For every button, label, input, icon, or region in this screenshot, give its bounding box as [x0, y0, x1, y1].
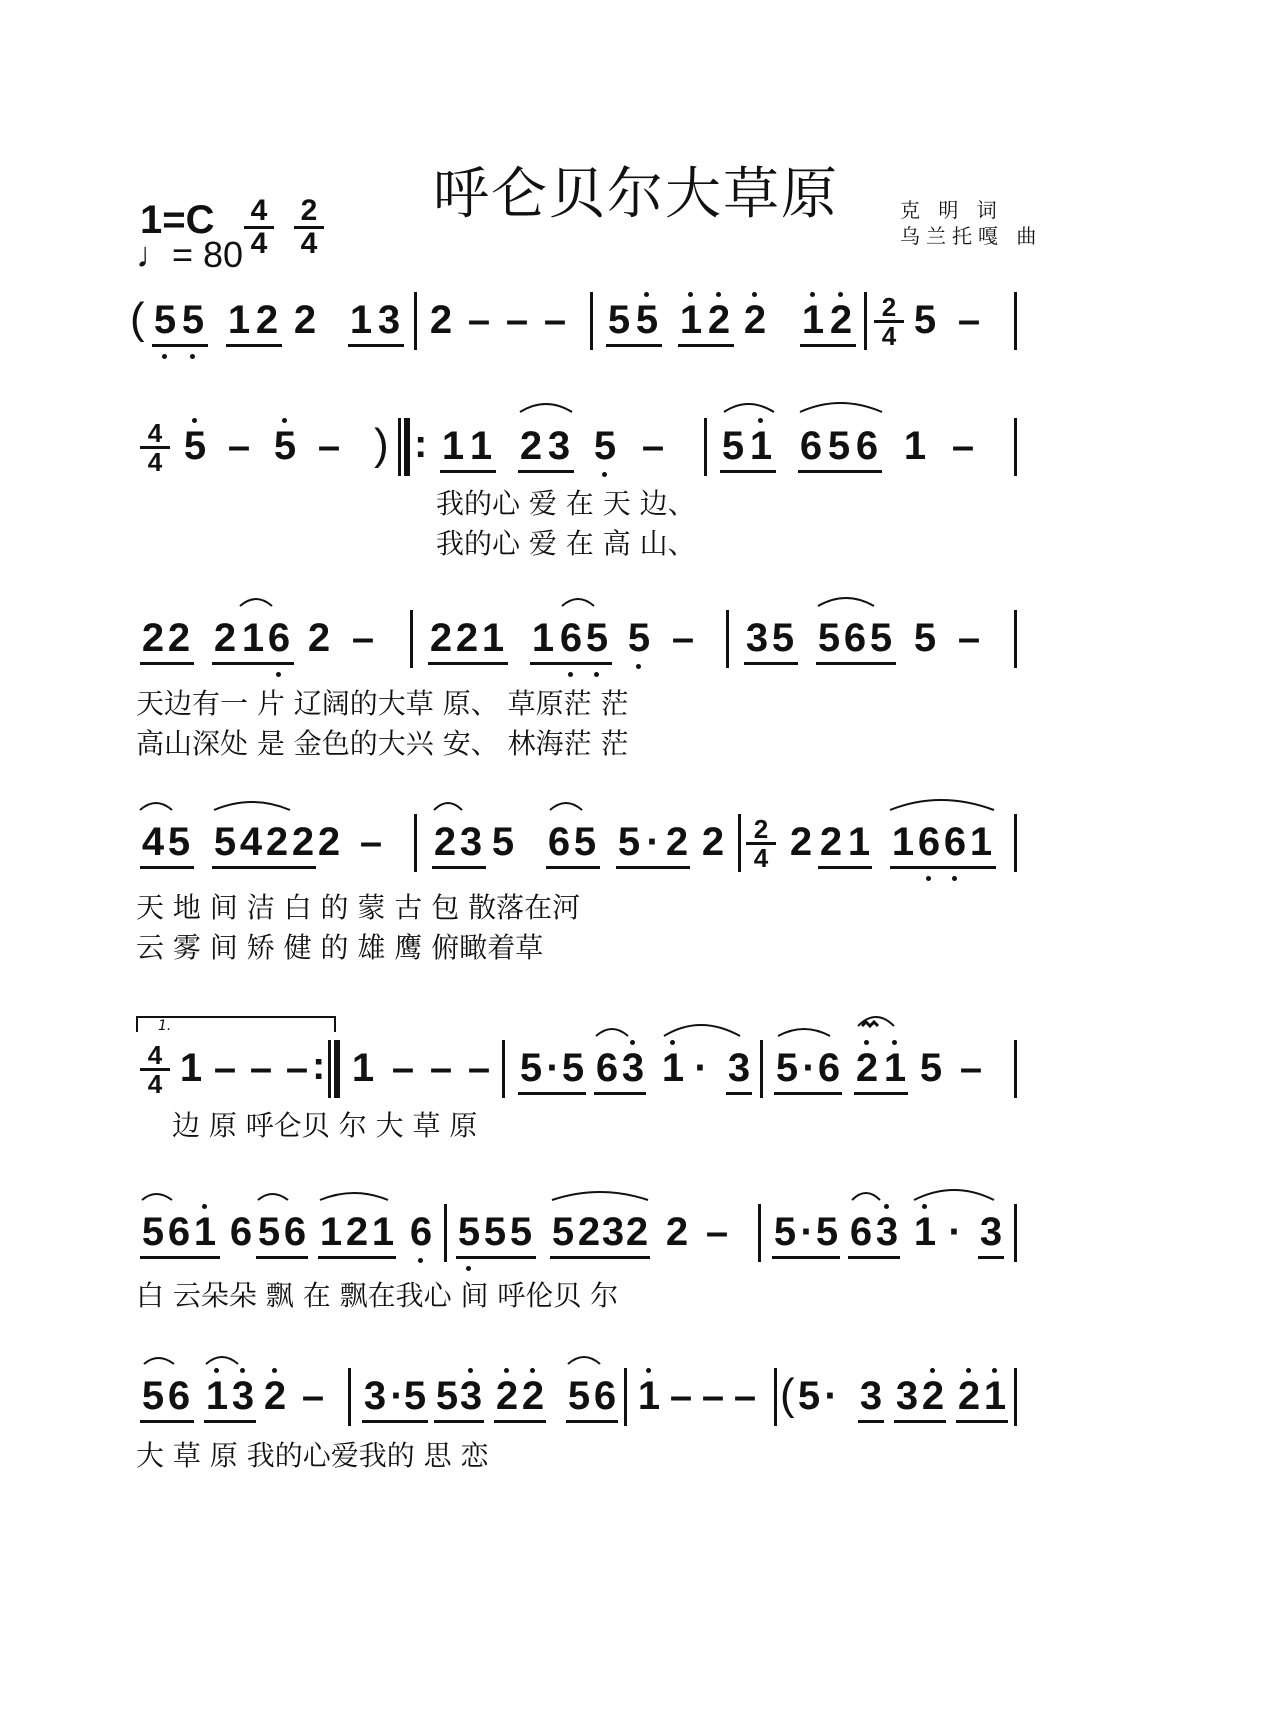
note: 5	[153, 298, 177, 342]
note: 1	[883, 1046, 907, 1090]
slur	[778, 1029, 830, 1036]
note: 2	[345, 1210, 369, 1254]
note: 2	[263, 1374, 287, 1418]
slur	[206, 1357, 238, 1364]
slur	[140, 803, 172, 810]
note: 5	[607, 298, 631, 342]
lyrics-verse-2: 我的心 爱 在 高 山、	[436, 527, 696, 560]
note: 5	[721, 424, 745, 468]
note: 5	[435, 1374, 459, 1418]
note: 1	[351, 1046, 375, 1090]
page-title: 呼仑贝尔大草原	[433, 162, 839, 227]
note: 2	[317, 820, 341, 864]
note: 2	[307, 616, 331, 660]
note: 2	[577, 1210, 601, 1254]
note: 2	[701, 820, 725, 864]
slur	[914, 1190, 994, 1200]
note: 5	[457, 1210, 481, 1254]
note: 2	[707, 298, 731, 342]
note: 2	[213, 616, 237, 660]
dash: –	[671, 616, 695, 660]
note: 5	[573, 820, 597, 864]
note: 6	[843, 616, 867, 660]
note: ·	[646, 820, 660, 864]
volta-label: 1.	[158, 1018, 172, 1034]
lyrics-verse-1: 白 云朵朵 飘 在 飘在我心 间 呼伦贝 尔	[136, 1279, 619, 1312]
note: 5	[491, 820, 515, 864]
note: 1	[969, 820, 993, 864]
note: 5	[617, 820, 641, 864]
dash: –	[733, 1374, 757, 1418]
repeat-colon: :	[312, 1044, 326, 1088]
note: 6	[593, 1374, 617, 1418]
note: 2	[293, 298, 317, 342]
note: 2	[829, 298, 853, 342]
note: 3	[547, 424, 571, 468]
slur	[258, 1194, 288, 1200]
note: 6	[167, 1210, 191, 1254]
time-signature-2-4: $\frac{2}{4}$	[746, 816, 776, 871]
note: 1	[983, 1374, 1007, 1418]
note: 5	[509, 1210, 533, 1254]
note: 3	[621, 1046, 645, 1090]
note: 5	[561, 1046, 585, 1090]
dash: –	[959, 1046, 983, 1090]
dash: –	[505, 298, 529, 342]
dash: –	[641, 424, 665, 468]
open-paren: (	[780, 1370, 795, 1419]
lyrics-verse-1: 我的心 爱 在 天 边、	[436, 487, 696, 520]
note: 3	[601, 1210, 625, 1254]
note: 1	[441, 424, 465, 468]
note: 2	[167, 616, 191, 660]
slur	[664, 1025, 740, 1036]
slur	[142, 1194, 172, 1200]
note: 5	[919, 1046, 943, 1090]
note: 1	[469, 424, 493, 468]
slur	[596, 1029, 628, 1036]
note: 1	[847, 820, 871, 864]
note: 5	[627, 616, 651, 660]
note: 1	[205, 1374, 229, 1418]
slur	[550, 803, 582, 810]
note: 1	[531, 616, 555, 660]
open-paren: (	[130, 294, 145, 343]
lyricist-credit: 克 明 词	[900, 198, 1003, 222]
slur	[818, 598, 874, 606]
note: 2	[455, 616, 479, 660]
slur	[520, 404, 572, 412]
repeat-colon: :	[414, 422, 428, 466]
lyrics-verse-2: 高山深处 是 金色的大兴 安、 林海茫 茫	[136, 727, 629, 760]
time-sig-bottom: 4	[300, 227, 318, 260]
note: 5	[483, 1210, 507, 1254]
dash: –	[227, 424, 251, 468]
time-sig-top: 4	[244, 196, 274, 229]
note: 3	[363, 1374, 387, 1418]
dash: –	[301, 1374, 325, 1418]
note: 6	[559, 616, 583, 660]
note: ·	[948, 1210, 962, 1254]
note: 5	[773, 1210, 797, 1254]
note: 2	[429, 616, 453, 660]
dash: –	[359, 820, 383, 864]
note: 1	[801, 298, 825, 342]
slur	[144, 1358, 174, 1364]
note: 4	[141, 820, 165, 864]
note: 2	[743, 298, 767, 342]
lyrics-verse-1: 边 原 呼仑贝 尔 大 草 原	[172, 1109, 478, 1142]
note: 1	[319, 1210, 343, 1254]
time-signature-4-4: $\frac{4}{4}$	[140, 420, 170, 475]
note: 1	[891, 820, 915, 864]
note: 5	[913, 616, 937, 660]
note: 5	[869, 616, 893, 660]
slur	[320, 1193, 388, 1200]
key-signature: 1=C	[140, 198, 215, 242]
slur	[890, 800, 994, 810]
note: 1	[679, 298, 703, 342]
note: 1	[241, 616, 265, 660]
note: 6	[229, 1210, 253, 1254]
slur	[552, 1192, 648, 1200]
composer-credit: 乌兰托嘎 曲	[900, 224, 1043, 248]
trill-mark	[862, 1022, 878, 1026]
dash: –	[467, 1046, 491, 1090]
note: 2	[255, 298, 279, 342]
note: 5	[827, 424, 851, 468]
note: 5	[817, 616, 841, 660]
note: 3	[231, 1374, 255, 1418]
lyrics-verse-1: 大 草 原 我的心爱我的 思 恋	[136, 1439, 489, 1472]
close-paren: )	[374, 420, 389, 469]
dash: –	[543, 298, 567, 342]
note: 2	[265, 820, 289, 864]
note: 6	[547, 820, 571, 864]
slur	[434, 803, 462, 810]
note: 2	[429, 298, 453, 342]
note: 5	[551, 1210, 575, 1254]
lyrics-verse-2: 云 雾 间 矫 健 的 雄 鹰 俯瞰着草	[136, 931, 544, 964]
note: 3	[727, 1046, 751, 1090]
note: 6	[917, 820, 941, 864]
slur	[568, 1357, 600, 1364]
note: 3	[875, 1210, 899, 1254]
note: 5	[815, 1210, 839, 1254]
note: 6	[167, 1374, 191, 1418]
note: 1	[193, 1210, 217, 1254]
note: 3	[459, 820, 483, 864]
slur	[214, 802, 290, 810]
note: 5	[797, 1374, 821, 1418]
note: 2	[519, 424, 543, 468]
note: 5	[593, 424, 617, 468]
note: 5	[403, 1374, 427, 1418]
note: ·	[800, 1210, 814, 1254]
note: 2	[495, 1374, 519, 1418]
note: 1	[227, 298, 251, 342]
note: ·	[390, 1374, 404, 1418]
dash: –	[467, 298, 491, 342]
note: 6	[943, 820, 967, 864]
note: 3	[459, 1374, 483, 1418]
note: 6	[849, 1210, 873, 1254]
note: 2	[665, 1210, 689, 1254]
tempo-marking: ♩= 80	[136, 234, 244, 275]
note: 2	[855, 1046, 879, 1090]
note: 2	[957, 1374, 981, 1418]
note: 5	[183, 424, 207, 468]
note: 1	[661, 1046, 685, 1090]
note: 6	[595, 1046, 619, 1090]
note: 2	[921, 1374, 945, 1418]
lyrics-verse-1: 天 地 间 洁 白 的 蒙 古 包 散落在河	[136, 891, 581, 924]
note: 1	[903, 424, 927, 468]
note: 2	[665, 820, 689, 864]
note: 5	[167, 820, 191, 864]
note: 5	[141, 1210, 165, 1254]
dash: –	[957, 298, 981, 342]
note: 3	[377, 298, 401, 342]
note: ·	[802, 1046, 816, 1090]
note: 5	[181, 298, 205, 342]
note: 6	[799, 424, 823, 468]
note: 2	[433, 820, 457, 864]
note: 5	[273, 424, 297, 468]
note: 5	[519, 1046, 543, 1090]
slur	[852, 1193, 880, 1200]
note: 5	[257, 1210, 281, 1254]
note: 1	[349, 298, 373, 342]
note: 2	[291, 820, 315, 864]
note: 6	[817, 1046, 841, 1090]
dash: –	[213, 1046, 237, 1090]
note: 1	[637, 1374, 661, 1418]
note: 2	[819, 820, 843, 864]
note: 3	[979, 1210, 1003, 1254]
note: 1	[913, 1210, 937, 1254]
note: 6	[855, 424, 879, 468]
note: 5	[771, 616, 795, 660]
dash: –	[351, 616, 375, 660]
dash: –	[391, 1046, 415, 1090]
note: 5	[567, 1374, 591, 1418]
note: 5	[141, 1374, 165, 1418]
note: 5	[635, 298, 659, 342]
note: ·	[824, 1374, 838, 1418]
note: 3	[859, 1374, 883, 1418]
dash: –	[705, 1210, 729, 1254]
note: 1	[749, 424, 773, 468]
slur	[800, 403, 882, 412]
note: 6	[267, 616, 291, 660]
dash: –	[957, 616, 981, 660]
lyrics-verse-1: 天边有一 片 辽阔的大草 原、 草原茫 茫	[136, 687, 629, 720]
note: 3	[895, 1374, 919, 1418]
note: 1	[371, 1210, 395, 1254]
dash: –	[249, 1046, 273, 1090]
dash: –	[951, 424, 975, 468]
slur	[562, 599, 594, 606]
note: 2	[141, 616, 165, 660]
note: ·	[694, 1046, 708, 1090]
dash: –	[285, 1046, 309, 1090]
note: 5	[775, 1046, 799, 1090]
note: 5	[585, 616, 609, 660]
time-sig-top: 2	[294, 196, 324, 229]
note: 2	[521, 1374, 545, 1418]
note: 3	[745, 616, 769, 660]
time-sig-bottom: 4	[250, 227, 268, 260]
note: 1	[179, 1046, 203, 1090]
note: 2	[789, 820, 813, 864]
note: 6	[409, 1210, 433, 1254]
note: 5	[213, 820, 237, 864]
dash: –	[317, 424, 341, 468]
dash: –	[669, 1374, 693, 1418]
slur	[240, 599, 272, 606]
note: 2	[625, 1210, 649, 1254]
dash: –	[429, 1046, 453, 1090]
note: ·	[546, 1046, 560, 1090]
time-signature-2-4: $\frac{2}{4}$	[874, 294, 904, 349]
time-signature-4-4: $\frac{4}{4}$	[140, 1042, 170, 1097]
note: 4	[239, 820, 263, 864]
note: 5	[913, 298, 937, 342]
note: 6	[283, 1210, 307, 1254]
dash: –	[701, 1374, 725, 1418]
slur	[724, 404, 774, 412]
note: 1	[481, 616, 505, 660]
